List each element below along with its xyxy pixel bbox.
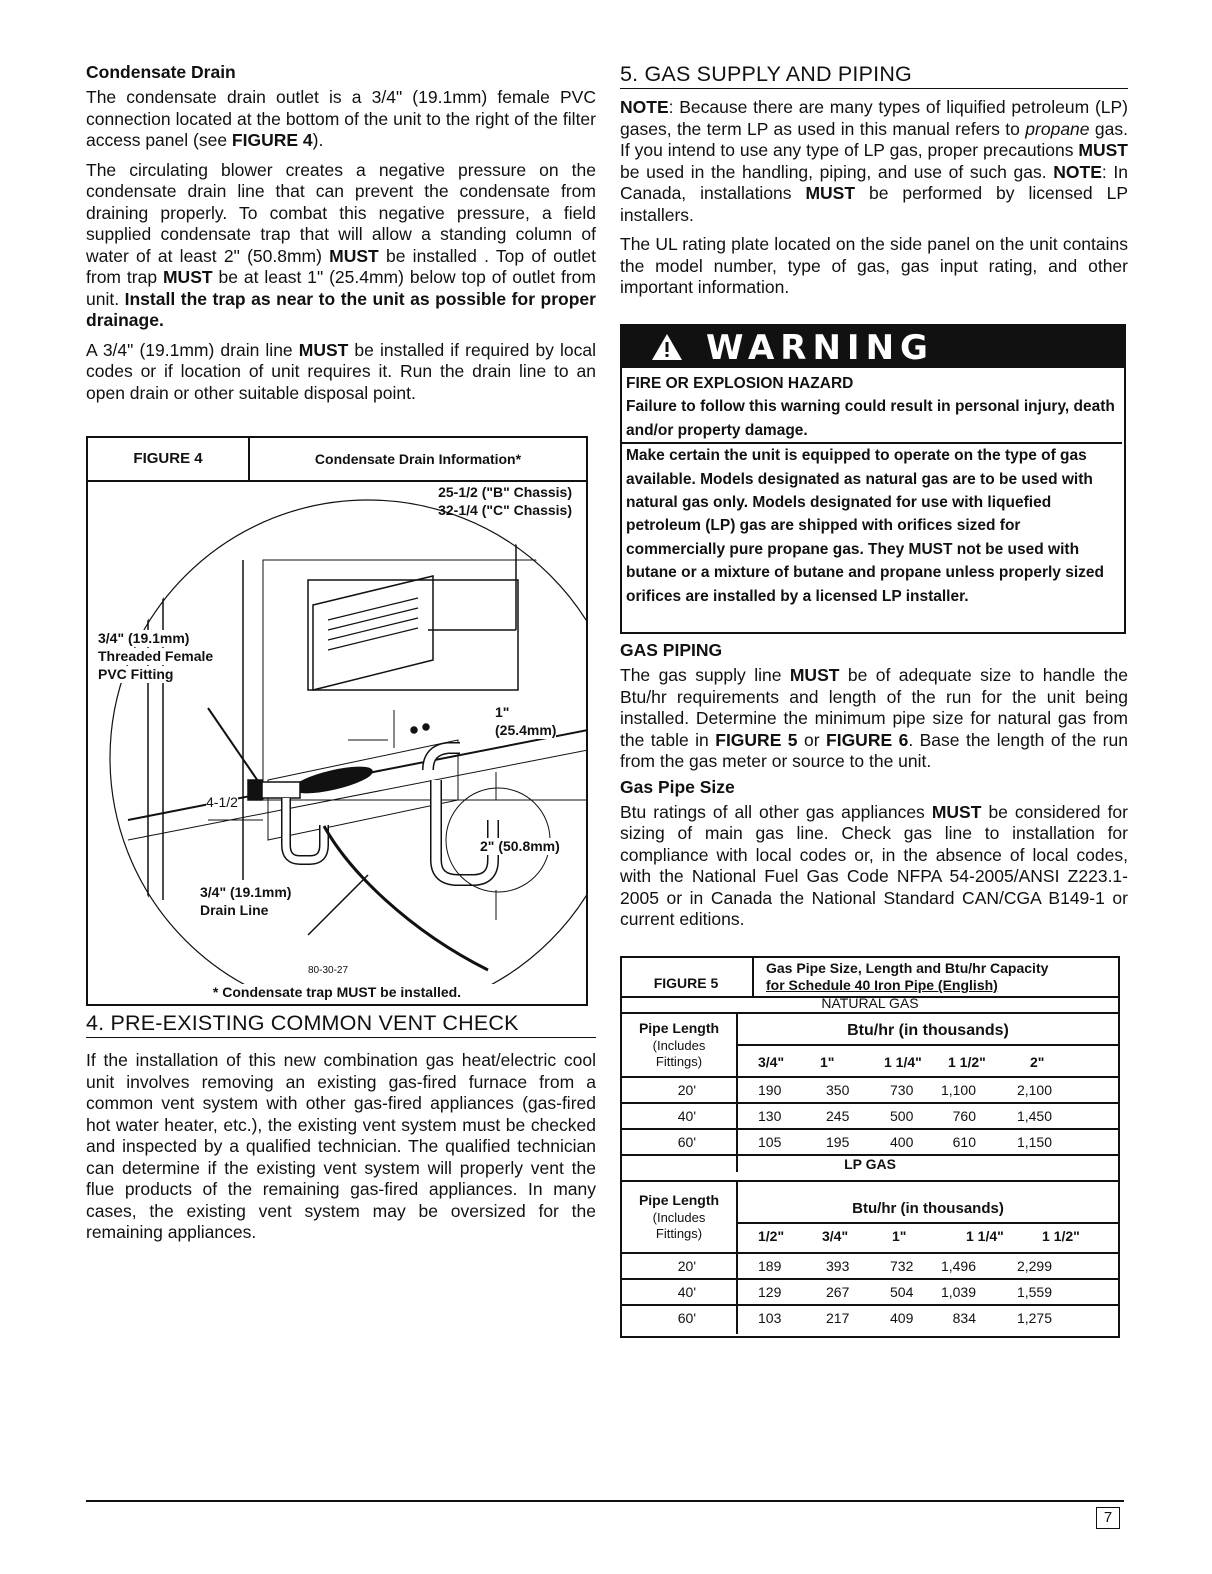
natural-value-cell: 610 xyxy=(952,1134,976,1150)
lp-value-cell: 1,275 xyxy=(1016,1310,1052,1326)
natural-pipe-length-label: Pipe Length xyxy=(638,1020,720,1036)
gas-supply-heading: 5. GAS SUPPLY AND PIPING xyxy=(620,62,1128,89)
lp-value-cell: 217 xyxy=(826,1310,850,1326)
natural-length-cell: 40' xyxy=(677,1108,696,1124)
vent-check-body: If the installation of this new combination gas heat/electric cool unit involves removing an existing gas-fired furnace from a common vent system with other gas-fired appliances (gas-fired hot water heater, etc.), the existing vent system must be checked and inspected by a qualified technician. The qualified technician can determine if the existing vent system will properly vent the flue products of the remaining gas-fired appliances. In many cases, the existing vent system may be oversized for the remaining appliances. xyxy=(86,1050,596,1242)
gas-pipe-size-heading: Gas Pipe Size xyxy=(620,776,735,797)
natural-size-header: 1 1/4" xyxy=(884,1054,922,1070)
lp-size-header: 1" xyxy=(892,1228,907,1244)
natural-value-cell: 1,100 xyxy=(940,1082,976,1098)
warning-body: Make certain the unit is equipped to operate on the type of gas available. Models designated as natural gas are to be used with natural gas only. Models designated for use with liquefied petroleum (LP) gas are shipped with orifices sized for commercially pure propane gas. They MUST not be used with butane or a mixture of butane and propane unless properly sized orifices are installed by a licensed LP installer. xyxy=(626,447,1105,605)
warning-box xyxy=(620,324,1126,634)
vent-check-section xyxy=(86,1011,596,1244)
natural-includes-label: (Includes xyxy=(652,1038,706,1053)
natural-value-cell: 400 xyxy=(890,1134,914,1150)
figure-4 xyxy=(86,436,588,1006)
lp-value-cell: 834 xyxy=(952,1310,976,1326)
lp-value-cell: 267 xyxy=(826,1284,850,1300)
lp-btu-header: Btu/hr (in thousands) xyxy=(852,1200,1004,1217)
vent-check-heading: 4. PRE-EXISTING COMMON VENT CHECK xyxy=(86,1011,596,1038)
natural-value-cell: 245 xyxy=(826,1108,850,1124)
figure-4-caption: Condensate Drain Information* xyxy=(314,451,522,467)
lp-size-header: 1/2" xyxy=(758,1228,785,1244)
warning-hazard: FIRE OR EXPLOSION HAZARD xyxy=(626,375,854,392)
warning-banner xyxy=(622,326,1124,368)
lp-gas-label: LP GAS xyxy=(844,1156,896,1172)
condensate-paragraph-3: A 3/4" (19.1mm) drain line MUST be installed if required by local codes or if location of unit requires it. Run the drain line to an open drain or other suitable disposal point. xyxy=(86,339,597,403)
condensate-paragraph-2: The circulating blower creates a negative pressure on the condensate drain line that can prevent the condensate from draining properly. To combat this negative pressure, a field supplied condensate trap that will allow a standing column of water of at least 2" (50.8mm) MUST be installed . Top of outlet from trap MUST be at least 1" (25.4mm) below top of outlet from unit. Install the trap as near to the unit as possible for proper drainage. xyxy=(86,159,596,330)
figure-5-title-2: for Schedule 40 Iron Pipe (English) xyxy=(766,977,998,993)
figure-4-tag: FIGURE 4 xyxy=(88,438,250,480)
lp-value-cell: 393 xyxy=(826,1258,850,1274)
gas-piping-paragraph: The gas supply line MUST be of adequate size to handle the Btu/hr requirements and length of the run for the unit being installed. Determine the minimum pipe size for natural gas from the table in FIGURE 5 or FIGURE 6. Base the length of the run from the gas meter or source to the unit. xyxy=(620,665,1128,771)
lp-size-header: 1 1/2" xyxy=(1042,1228,1080,1244)
warning-failure: Failure to follow this warning could result in personal injury, death and/or property damage. xyxy=(626,398,1115,439)
natural-length-cell: 20' xyxy=(677,1082,696,1098)
natural-value-cell: 1,150 xyxy=(1016,1134,1052,1150)
figure-5-tag: FIGURE 5 xyxy=(653,975,719,991)
warning-triangle-icon xyxy=(650,332,684,362)
natural-length-cell: 60' xyxy=(677,1134,696,1150)
drain-line-label: Drain Line xyxy=(200,902,269,918)
natural-value-cell: 500 xyxy=(890,1108,914,1124)
lp-value-cell: 189 xyxy=(758,1258,782,1274)
natural-value-cell: 2,100 xyxy=(1016,1082,1052,1098)
lp-value-cell: 2,299 xyxy=(1016,1258,1052,1274)
figure-4-header xyxy=(88,438,586,482)
natural-value-cell: 130 xyxy=(758,1108,782,1124)
natural-size-header: 1" xyxy=(820,1054,835,1070)
condensate-drain-heading: Condensate Drain xyxy=(86,62,236,82)
lp-note-paragraph: NOTE: Because there are many types of liquified petroleum (LP) gases, the term LP as used in this manual refers to propane gas. If you intend to use any type of LP gas, proper precautions MUST be used in the handling, piping, and use of such gas. NOTE: In Canada, installations MUST be performed by licensed LP installers. xyxy=(620,97,1128,225)
figure-5-table xyxy=(620,956,1120,1338)
dim-one-inch: 1" xyxy=(495,704,510,720)
lp-pipe-length-label: Pipe Length xyxy=(638,1192,720,1208)
ul-rating-paragraph: The UL rating plate located on the side panel on the unit contains the model number, type of gas, gas input rating, and other important information. xyxy=(620,234,1128,297)
lp-value-cell: 1,496 xyxy=(940,1258,976,1274)
footer-rule xyxy=(86,1500,1124,1502)
lp-value-cell: 1,039 xyxy=(940,1284,976,1300)
dim-one-inch-mm: (25.4mm) xyxy=(495,722,557,738)
natural-value-cell: 105 xyxy=(758,1134,782,1150)
gas-pipe-size-paragraph: Btu ratings of all other gas appliances MUST be considered for sizing of main gas line. Check gas line to installation for compliance with local codes or, in the absence of local codes, with the National Fuel Gas Code NFPA 54-2005/ANSI Z223.1-2005 or in Canada the National Standard CAN/CGA B149-1 or current editions. xyxy=(620,801,1128,929)
drawing-number: 80-30-27 xyxy=(308,965,349,976)
figure-4-footnote: * Condensate trap MUST be installed. xyxy=(212,984,462,1000)
natural-fittings-label: Fittings) xyxy=(655,1054,703,1069)
figure-5-title-1: Gas Pipe Size, Length and Btu/hr Capacity xyxy=(766,960,1049,976)
lp-value-cell: 409 xyxy=(890,1310,914,1326)
dim-chassis-c: 32-1/4 ("C" Chassis) xyxy=(438,502,572,518)
lp-value-cell: 732 xyxy=(890,1258,914,1274)
natural-btu-header: Btu/hr (in thousands) xyxy=(847,1022,1009,1039)
natural-size-header: 3/4" xyxy=(758,1054,785,1070)
natural-gas-label: NATURAL GAS xyxy=(821,995,919,1011)
left-column xyxy=(86,62,596,404)
natural-size-header: 2" xyxy=(1030,1054,1045,1070)
fitting-material-label: PVC Fitting xyxy=(98,666,174,682)
dim-two-inch: 2" (50.8mm) xyxy=(480,838,560,854)
lp-includes-label: (Includes xyxy=(652,1210,706,1225)
lp-length-cell: 40' xyxy=(677,1284,696,1300)
lp-size-header: 1 1/4" xyxy=(966,1228,1004,1244)
lp-value-cell: 1,559 xyxy=(1016,1284,1052,1300)
natural-value-cell: 760 xyxy=(952,1108,976,1124)
condensate-paragraph-1: The condensate drain outlet is a 3/4" (19.1mm) female PVC connection located at the bottom of the unit to the right of the filter access panel (see FIGURE 4). xyxy=(86,87,596,150)
right-column xyxy=(620,62,1128,299)
gas-piping-heading: GAS PIPING xyxy=(620,640,723,660)
dim-four-half: 4-1/2 xyxy=(206,794,238,810)
lp-length-cell: 20' xyxy=(677,1258,696,1274)
warning-title: WARNING xyxy=(706,328,934,368)
fitting-type-label: Threaded Female xyxy=(98,648,214,664)
warning-text xyxy=(626,372,1118,608)
gas-piping-section xyxy=(620,640,1128,931)
natural-value-cell: 730 xyxy=(890,1082,914,1098)
lp-value-cell: 129 xyxy=(758,1284,782,1300)
lp-value-cell: 504 xyxy=(890,1284,914,1300)
natural-value-cell: 350 xyxy=(826,1082,850,1098)
dim-chassis-b: 25-1/2 ("B" Chassis) xyxy=(438,484,572,500)
page-number: 7 xyxy=(1096,1507,1120,1529)
fitting-size-label: 3/4" (19.1mm) xyxy=(98,630,190,646)
lp-size-header: 3/4" xyxy=(822,1228,849,1244)
lp-fittings-label: Fittings) xyxy=(655,1226,703,1241)
lp-length-cell: 60' xyxy=(677,1310,696,1326)
natural-value-cell: 1,450 xyxy=(1016,1108,1052,1124)
natural-value-cell: 190 xyxy=(758,1082,782,1098)
lp-value-cell: 103 xyxy=(758,1310,782,1326)
natural-value-cell: 195 xyxy=(826,1134,850,1150)
natural-size-header: 1 1/2" xyxy=(948,1054,986,1070)
drain-size-label: 3/4" (19.1mm) xyxy=(200,884,292,900)
